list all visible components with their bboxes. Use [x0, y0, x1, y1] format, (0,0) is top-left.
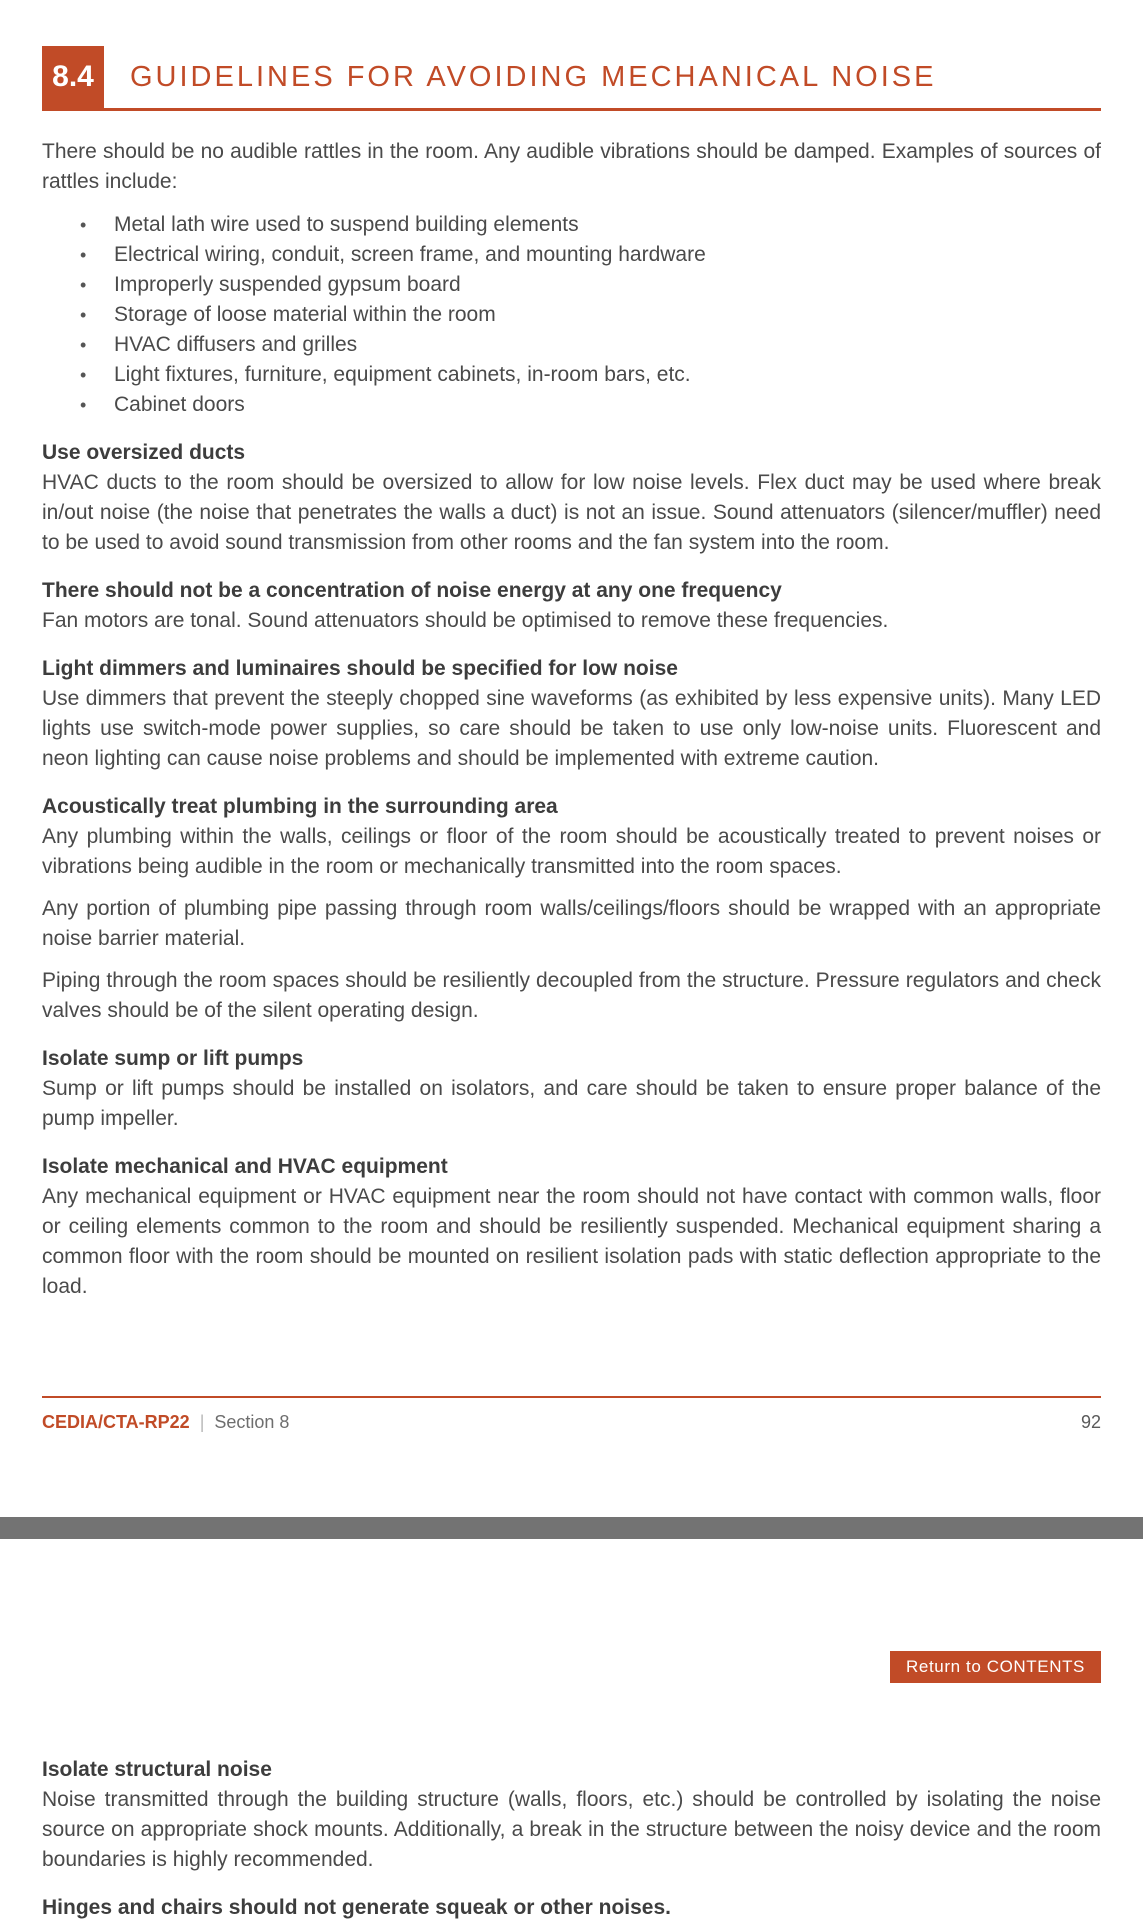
block-heading: Isolate mechanical and HVAC equipment [42, 1155, 448, 1178]
list-item: • Metal lath wire used to suspend building elements [80, 210, 1101, 240]
section-plumbing [42, 792, 1101, 1026]
block-paragraph: HVAC ducts to the room should be oversized to allow for low noise levels. Flex duct may be used where break in/out noise (the noise that penetrates the walls a duct) is not an issue. Sound attenuators (silencer/muffler) need to be used to avoid sound transmission from other rooms and the fan system into the room. [42, 471, 1101, 554]
footer-page-number: 92 [1080, 1412, 1101, 1432]
section-title: GUIDELINES FOR AVOIDING MECHANICAL NOISE [130, 60, 937, 93]
list-item: • Light fixtures, furniture, equipment cabinets, in-room bars, etc. [80, 360, 1101, 390]
block-paragraph: Piping through the room spaces should be resiliently decoupled from the structure. Pressure regulators and check valves should be of the silent operating design. [42, 969, 1101, 1022]
section-header [42, 46, 1101, 111]
page2-content [42, 1755, 1101, 1920]
page-footer [42, 1396, 1101, 1433]
section-hvac-equipment [42, 1152, 1101, 1302]
section-noise-concentration [42, 576, 1101, 636]
intro-paragraph: There should be no audible rattles in the room. Any audible vibrations should be damped. Examples of sources of rattles include: [42, 140, 1101, 193]
page-separator-bar [0, 1517, 1143, 1539]
return-button-row [42, 1539, 1101, 1683]
block-heading: Hinges and chairs should not generate squeak or other noises. [42, 1896, 671, 1919]
block-heading: Isolate structural noise [42, 1758, 272, 1781]
block-paragraph: Any plumbing within the walls, ceilings or floor of the room should be acoustically treated to prevent noises or vibrations being audible in the room or mechanically transmitted into the room spaces. [42, 825, 1101, 878]
return-to-contents-button[interactable]: Return to CONTENTS [890, 1651, 1101, 1683]
block-heading: Light dimmers and luminaires should be specified for low noise [42, 657, 678, 680]
block-paragraph: Use dimmers that prevent the steeply chopped sine waveforms (as exhibited by less expensive units). Many LED lights use switch-mode power supplies, so care should be taken to use only low-noise units. Fluorescent and neon lighting can cause noise problems and should be implemented with extreme caution. [42, 687, 1101, 770]
section-sump-pumps [42, 1044, 1101, 1134]
list-item: • Electrical wiring, conduit, screen frame, and mounting hardware [80, 240, 1101, 270]
document-page-2 [0, 1539, 1143, 1920]
section-number-badge: 8.4 [42, 46, 104, 108]
block-paragraph: Any portion of plumbing pipe passing through room walls/ceilings/floors should be wrapped with an appropriate noise barrier material. [42, 897, 1101, 950]
rattle-sources-list [80, 210, 1101, 420]
list-item: • Cabinet doors [80, 390, 1101, 420]
block-paragraph: Any mechanical equipment or HVAC equipment near the room should not have contact with common walls, floor or ceiling elements common to the room and should be resiliently suspended. Mechanical equipment sharing a common floor with the room should be mounted on resilient isolation pads with static deflection appropriate to the load. [42, 1185, 1101, 1298]
block-heading: There should not be a concentration of noise energy at any one frequency [42, 579, 782, 602]
block-heading: Use oversized ducts [42, 441, 246, 464]
list-item: • HVAC diffusers and grilles [80, 330, 1101, 360]
list-item: • Improperly suspended gypsum board [80, 270, 1101, 300]
block-heading: Acoustically treat plumbing in the surrounding area [42, 795, 558, 818]
footer-section-label: Section 8 [214, 1412, 290, 1432]
list-item: • Storage of loose material within the room [80, 300, 1101, 330]
block-heading: Isolate sump or lift pumps [42, 1047, 304, 1070]
block-paragraph: Fan motors are tonal. Sound attenuators should be optimised to remove these frequencies. [42, 609, 889, 632]
section-hinges-chairs [42, 1893, 1101, 1920]
section-structural-noise [42, 1755, 1101, 1875]
block-paragraph: Noise transmitted through the building structure (walls, floors, etc.) should be controlled by isolating the noise source on appropriate shock mounts. Additionally, a break in the structure between the noisy device and the room boundaries is highly recommended. [42, 1788, 1101, 1871]
footer-doc-title: CEDIA/CTA-RP22 [42, 1412, 190, 1432]
section-oversized-ducts [42, 438, 1101, 558]
block-paragraph: Sump or lift pumps should be installed on isolators, and care should be taken to ensure proper balance of the pump impeller. [42, 1077, 1101, 1130]
footer-separator: | [199, 1412, 205, 1432]
section-light-dimmers [42, 654, 1101, 774]
